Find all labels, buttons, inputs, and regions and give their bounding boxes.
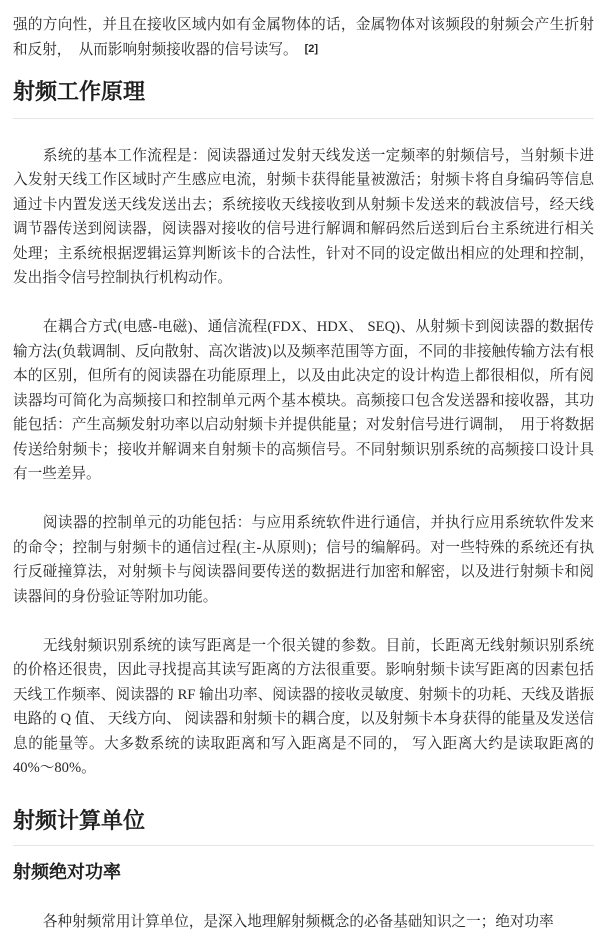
paragraph-common-units: 各种射频常用计算单位，是深入地理解射频概念的必备基础知识之一；绝对功率 — [42, 913, 554, 930]
intro-continuation-paragraph — [13, 13, 594, 63]
paragraph-control-unit: 阅读器的控制单元的功能包括：与应用系统软件进行通信，并执行应用系统软件发来的命令；控制与射频卡的通信过程(主-从原则)；信号的编解码。对一些特殊的系统还有执行反碰撞算法，对射频卡与阅读器间要传送的数据进行加密和解密，以及进行射频卡和阅读器间的身份验证等附加功能。 — [13, 515, 594, 605]
paragraph-coupling-methods: 在耦合方式(电感-电磁)、通信流程(FDX、HDX、 SEQ)、从射频卡到阅读器的数据传输方法(负载调制、反向散射、高次谐波)以及频率范围等方面，不同的非接触传输方法有根本的区别，但所有的阅读器在功能原理上，以及由此决定的设计构造上都很相似，所有阅读器均可简化为高频接口和控制单元两个基本模块。高频接口包含发送器和接收器，其功能包括：产生高频发射功率以启动射频卡并提供能量；对发射信号进行调制， 用于将数据传送给射频卡；接收并解调来自射频卡的高频信号。不同射频识别系统的高频接口设计具有一些差异。 — [13, 319, 594, 482]
paragraph-read-write-distance: 无线射频识别系统的读写距离是一个很关键的参数。目前，长距离无线射频识别系统的价格还很贵，因此寻找提高其读写距离的方法很重要。影响射频卡读写距离的因素包括天线工作频率、阅读器的 RF 输出功率、阅读器的接收灵敏度、射频卡的功耗、天线及谐振电路的 Q 值、 天线方向、 阅读器和射频卡的耦合度，以及射频卡本身获得的能量及发送信息的能量等。大多数系统的读取距离和写入距离是不同的， 写入距离大约是读取距离的40%～80%。 — [13, 637, 594, 776]
section-heading-working-principle: 射频工作原理 — [13, 77, 594, 119]
subsection-heading-absolute-power: 射频绝对功率 — [13, 862, 121, 882]
intro-continuation-text: 强的方向性，并且在接收区域内如有金属物体的话，金属物体对该频段的射频会产生折射和反射， 从而影响射频接收器的信号读写。 — [13, 17, 594, 58]
paragraph-system-workflow: 系统的基本工作流程是：阅读器通过发射天线发送一定频率的射频信号，当射频卡进入发射天线工作区域时产生感应电流，射频卡获得能量被激活；射频卡将自身编码等信息通过卡内置发送天线发送出去；系统接收天线接收到从射频卡发送来的载波信号，经天线调节器传送到阅读器，阅读器对接收的信号进行解调和解码然后送到后台主系统进行相关处理；主系统根据逻辑运算判断该卡的合法性，针对不同的设定做出相应的处理和控制，发出指令信号控制执行机构动作。 — [13, 147, 594, 286]
reference-link[interactable]: [2] — [304, 42, 319, 55]
section-heading-calculation-units: 射频计算单位 — [13, 806, 594, 846]
